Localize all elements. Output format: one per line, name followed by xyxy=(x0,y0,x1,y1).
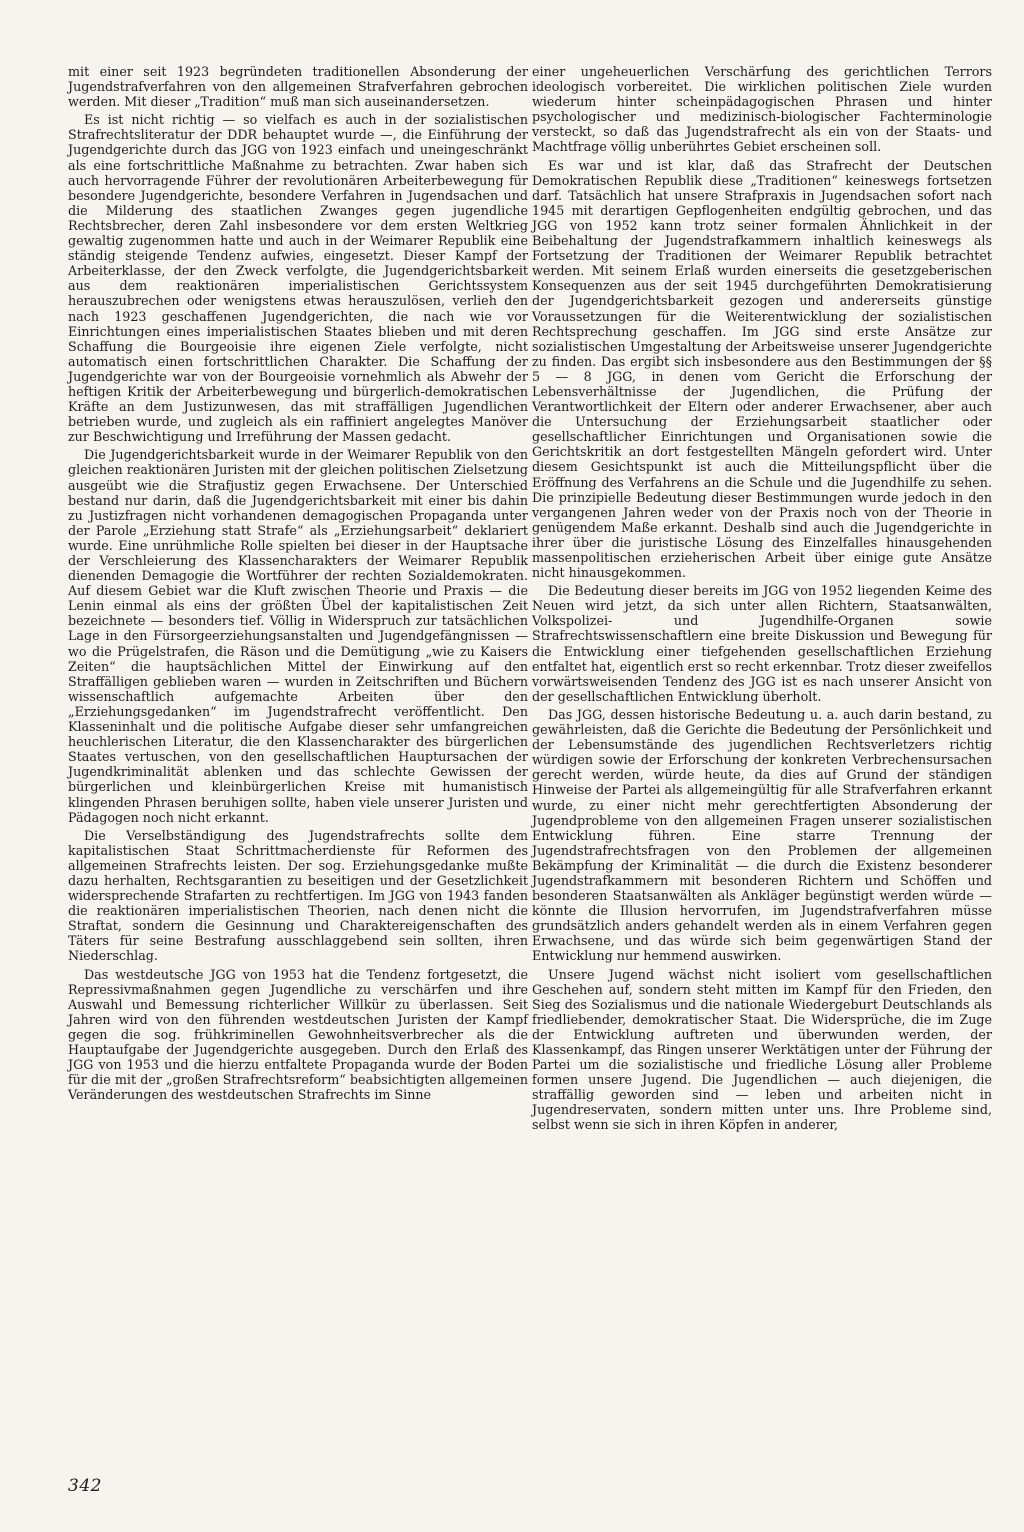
paragraph: Die Jugendgerichtsbarkeit wurde in der Weimarer Republik von den gleichen reaktionären Juristen mit der gleichen politischen Zielsetzung ausgeübt wie die Strafjustiz gegen Erwachsene. Der Unterschied bestand nur darin, daß die Jugendgerichtsbarkeit mit einer bis dahin zu Justizfragen nicht vorhandenen demagogischen Propaganda unter der Parole „Erziehung statt Strafe“ als „Erziehungsarbeit“ deklariert wurde. Eine unrühmliche Rolle spielten bei dieser in der Hauptsache der Verschleierung des Klassencharakters der Weimarer Republik dienenden Demagogie die Wortführer der rechten Sozialdemokraten. Auf diesem Gebiet war die Kluft zwischen Theorie und Praxis — die Lenin einmal als eins der größten Übel der kapitalistischen Zeit bezeichnete — besonders tief. Völlig in Widerspruch zur tatsächlichen Lage in den Fürsorgeerziehungsanstalten und Jugendgefängnissen — wo die Prügelstrafen, die Räson und die Demütigung „wie zu Kaisers Zeiten“ die hauptsächlichen Mittel der Einwirkung auf den Straffälligen geblieben waren — wurden in Zeitschriften und Büchern wissenschaftlich aufgemachte Arbeiten über den „Erziehungsgedanken“ im Jugendstrafrecht veröffentlicht. Den Klasseninhalt und die politische Aufgabe dieser sehr umfangreichen heuchlerischen Literatur, die den Klassencharakter des bürgerlichen Staates vertuschen, von den gesellschaftlichen Hauptursachen der Jugendkriminalität ablenken und das schlechte Gewissen der bürgerlichen und kleinbürgerlichen Kreise mit humanistisch klingenden Phrasen beruhigen sollte, haben viele unserer Juristen und Pädagogen noch nicht erkannt. xyxy=(68,447,528,825)
page-number: 342 xyxy=(68,1476,102,1496)
paragraph: Das westdeutsche JGG von 1953 hat die Tendenz fortgesetzt, die Repressivmaßnahmen gegen Jugendliche zu verschärfen und ihre Auswahl und Bemessung richterlicher Willkür zu überlassen. Seit Jahren wird von den führenden westdeutschen Juristen der Kampf gegen die sog. frühkriminellen Gewohnheitsverbrecher als die Hauptaufgabe der Jugendgerichte ausgegeben. Durch den Erlaß des JGG von 1953 und die hierzu entfaltete Propaganda wurde der Boden für die mit der „großen Strafrechtsreform“ beabsichtigten allgemeinen Veränderungen des westdeutschen Strafrechts im Sinne xyxy=(68,966,528,1103)
paragraph: einer ungeheuerlichen Verschärfung des gerichtlichen Terrors ideologisch vorbereitet. Die wirklichen politischen Ziele wurden wiederum hinter scheinpädagogischen Phrasen und hinter psychologischer und medizinisch-biologischer Fachterminologie versteckt, so daß das Jugendstrafrecht als ein von der Staats- und Machtfrage völlig unberührtes Gebiet erscheinen soll. xyxy=(532,64,992,155)
paragraph: mit einer seit 1923 begründeten traditionellen Absonderung der Jugendstrafverfahren von den allgemeinen Strafverfahren gebrochen werden. Mit dieser „Tradition“ muß man sich auseinandersetzen. xyxy=(68,64,528,110)
paragraph: Die Bedeutung dieser bereits im JGG von 1952 liegenden Keime des Neuen wird jetzt, da sich unter allen Richtern, Staatsanwälten, Volkspolizei- und Jugendhilfe-Organen sowie Strafrechtswissenschaftlern eine breite Diskussion und Bewegung für die Entwicklung einer tiefgehenden gesellschaftlichen Erziehung entfaltet hat, eigentlich erst so recht erkennbar. Trotz dieser zweifellos vorwärtsweisenden Tendenz des JGG ist es nach unserer Ansicht von der gesellschaftlichen Entwicklung überholt. xyxy=(532,583,992,704)
paragraph: Es ist nicht richtig — so vielfach es auch in der sozialistischen Strafrechtsliteratur der DDR behauptet wurde —, die Einführung der Jugendgerichte durch das JGG von 1923 einfach und uneingeschränkt als eine fortschrittliche Maßnahme zu betrachten. Zwar haben sich auch hervorragende Führer der revolutionären Arbeiterbewegung für besondere Jugendgerichte, besondere Verfahren in Jugendsachen und die Milderung des staatlichen Zwanges gegen jugendliche Rechtsbrecher, deren Zahl insbesondere vor dem ersten Weltkrieg gewaltig zugenommen hatte und auch in der Weimarer Republik eine ständig steigende Tendenz aufwies, eingesetzt. Dieser Kampf der Arbeiterklasse, der den Zweck verfolgte, die Jugendgerichtsbarkeit aus dem reaktionären imperialistischen Gerichtssystem herauszubrechen oder wenigstens etwas herauszulösen, verlieh den nach 1923 geschaffenen Jugendgerichten, die nach wie vor Einrichtungen eines imperialistischen Staates blieben und mit deren Schaffung die Bourgeoisie ihre eigenen Ziele verfolgte, nicht automatisch einen fortschrittlichen Charakter. Die Schaffung der Jugendgerichte war von der Bourgeoisie vornehmlich als Abwehr der heftigen Kritik der Arbeiterbewegung und bürgerlich-demokratischen Kräfte an dem Justizunwesen, das mit straffälligen Jugendlichen betrieben wurde, und zugleich als ein raffiniert angelegtes Manöver zur Beschwichtigung und Irreführung der Massen gedacht. xyxy=(68,112,528,445)
left-column xyxy=(68,64,528,1105)
paragraph: Das JGG, dessen historische Bedeutung u. a. auch darin bestand, zu gewährleisten, daß die Gerichte die Bedeutung der Persönlichkeit und der Lebensumstände des jugendlichen Rechtsverletzers richtig würdigen sowie der Erforschung der konkreten Verbrechensursachen gerecht werden, würde heute, da dies auf Grund der ständigen Hinweise der Partei als allgemeingültig für alle Strafverfahren erkannt wurde, zu einer nicht mehr gerechtfertigten Absonderung der Jugendprobleme von den allgemeinen Fragen unserer sozialistischen Entwicklung führen. Eine starre Trennung der Jugendstrafrechtsfragen von den Problemen der allgemeinen Bekämpfung der Kriminalität — die durch die Existenz besonderer Jugendstrafkammern mit besonderen Richtern und Schöffen und besonderen Staatsanwälten als Ankläger begünstigt werden würde — könnte die Illusion hervorrufen, im Jugendstrafverfahren müsse grundsätzlich anders gehandelt werden als in einem Verfahren gegen Erwachsene, und das würde sich beim gegenwärtigen Stand der Entwicklung nur hemmend auswirken. xyxy=(532,706,992,964)
paragraph: Es war und ist klar, daß das Strafrecht der Deutschen Demokratischen Republik diese „Traditionen“ keineswegs fortsetzen darf. Tatsächlich hat unsere Strafpraxis in Jugendsachen sofort nach 1945 mit derartigen Gepflogenheiten endgültig gebrochen, und das JGG von 1952 kann trotz seiner formalen Ähnlichkeit in der Beibehaltung der Jugendstrafkammern inhaltlich keineswegs als Fortsetzung der Traditionen der Weimarer Republik betrachtet werden. Mit seinem Erlaß wurden einerseits die gesetzgeberischen Konsequenzen aus der seit 1945 durchgeführten Demokratisierung der Jugendgerichtsbarkeit gezogen und andererseits günstige Voraussetzungen für die Weiterentwicklung der sozialistischen Rechtsprechung geschaffen. Im JGG sind erste Ansätze zur sozialistischen Umgestaltung der Arbeitsweise unserer Jugendgerichte zu finden. Das ergibt sich insbesondere aus den Bestimmungen der §§ 5 — 8 JGG, in denen vom Gericht die Erforschung der Lebensverhältnisse der Jugendlichen, die Prüfung der Verantwortlichkeit der Eltern oder anderer Erwachsener, aber auch die Untersuchung der Erziehungsarbeit staatlicher oder gesellschaftlicher Einrichtungen und Organisationen sowie die Gerichtskritik an dort festgestellten Mängeln gefordert wird. Unter diesem Gesichtspunkt ist auch die Mitteilungspflicht über die Eröffnung des Verfahrens an die Schule und die Jugendhilfe zu sehen. Die prinzipielle Bedeutung dieser Bestimmungen wurde jedoch in den vergangenen Jahren weder von der Praxis noch von der Theorie in genügendem Maße erkannt. Deshalb sind auch die Jugendgerichte in ihrer über die juristische Lösung des Einzelfalles hinausgehenden massenpolitischen erzieherischen Arbeit über einige gute Ansätze nicht hinausgekommen. xyxy=(532,157,992,581)
paragraph: Unsere Jugend wächst nicht isoliert vom gesellschaftlichen Geschehen auf, sondern steht mitten im Kampf für den Frieden, den Sieg des Sozialismus und die nationale Wiedergeburt Deutschlands als friedliebender, demokratischer Staat. Die Widersprüche, die im Zuge der Entwicklung auftreten und überwunden werden, der Klassenkampf, das Ringen unserer Werktätigen unter der Führung der Partei um die sozialistische und friedliche Lösung aller Probleme formen unsere Jugend. Die Jugendlichen — auch diejenigen, die straffällig geworden sind — leben und arbeiten nicht in Jugendreservaten, sondern mitten unter uns. Ihre Probleme sind, selbst wenn sie sich in ihren Köpfen in anderer, xyxy=(532,966,992,1133)
right-column xyxy=(532,64,992,1136)
paragraph: Die Verselbständigung des Jugendstrafrechts sollte dem kapitalistischen Staat Schrittmacherdienste für Reformen des allgemeinen Strafrechts leisten. Der sog. Erziehungsgedanke mußte dazu herhalten, Rechtsgarantien zu beseitigen und der Gesetzlichkeit widersprechende Strafarten zu rechtfertigen. Im JGG von 1943 fanden die reaktionären imperialistischen Theorien, nach denen nicht die Straftat, sondern die Gesinnung und Charaktereigenschaften des Täters für seine Bestrafung ausschlaggebend sein sollten, ihren Niederschlag. xyxy=(68,827,528,964)
